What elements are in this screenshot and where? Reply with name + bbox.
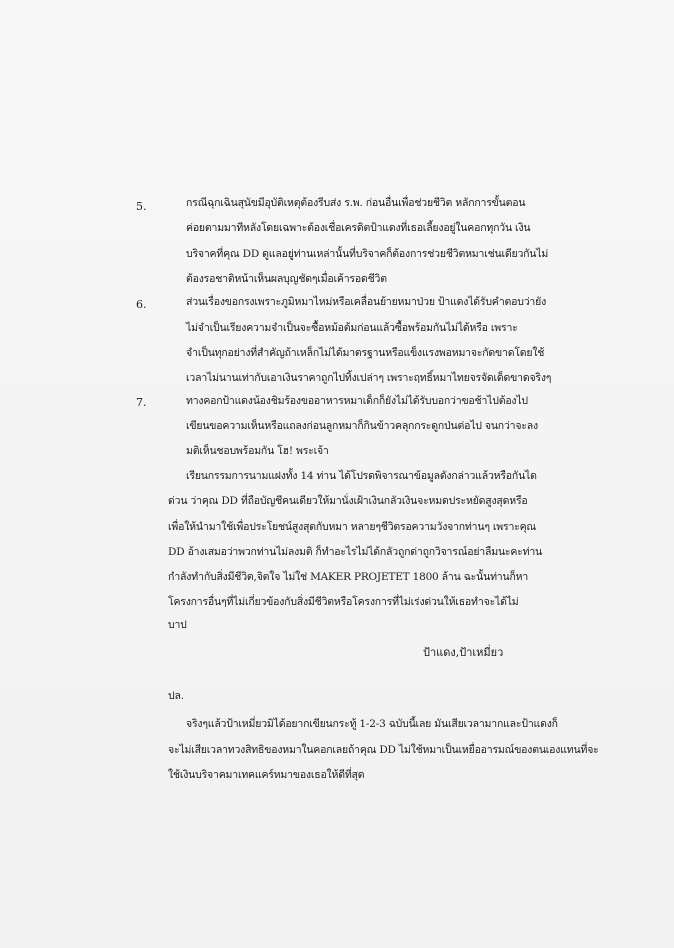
postscript-label: ปล. [168, 690, 184, 702]
item-text-line: บริจาคที่คุณ DD ดูแลอยู่ท่านเหล่านั้นที่บริจาคก็ต้องการช่วยชีวิตหมาเช่นเดียวกันไม่ [186, 248, 549, 260]
paragraph-line: ด่วน ว่าคุณ DD ที่ถือบัญชีคนเดียวให้มานั่งเฝ้าเงินกลัวเงินจะหมดประหยัดสูงสุดหรือ [168, 495, 528, 507]
paragraph-line: โครงการอื่นๆที่ไม่เกี่ยวข้องกับสิ่งมีชีวิตหรือโครงการที่ไม่เร่งด่วนให้เธอทำจะได้ไม่ [168, 596, 519, 608]
item-text-line: ไม่จำเป็นเรียงความจำเป็นจะซื้อหม้อต้มก่อนแล้วซื้อพร้อมกันไม่ได้หรือ เพราะ [186, 322, 518, 334]
item-text-line: ค่อยตามมาทีหลังโดยเฉพาะต้องเชื่อเครดิตป้าแดงที่เธอเลี้ยงอยู่ในคอกทุกวัน เงิน [186, 222, 531, 234]
paragraph-line: บาป [168, 619, 187, 631]
item-text-line: กรณีฉุกเฉินสุนัขมีอุบัติเหตุต้องรีบส่ง ร.พ. ก่อนอื่นเพื่อช่วยชีวิต หลักการขั้นตอน [186, 197, 526, 209]
postscript-line: ใช้เงินบริจาคมาเทคแคร์หมาของเธอให้ดีที่สุด [168, 769, 365, 781]
item-number: 5. [136, 200, 147, 213]
paragraph-line: เพื่อให้นำมาใช้เพื่อประโยชน์สูงสุดกับหมา หลายๆชีวิตรอความวังจากท่านๆ เพราะคุณ [168, 521, 536, 533]
postscript-line: จะไม่เสียเวลาทวงสิทธิของหมาในคอกเลยถ้าคุณ DD ไม่ใช้หมาเป็นเหยื่ออารมณ์ของตนเองแทนที่จะ [168, 744, 599, 756]
paragraph-line: DD อ้างเสมอว่าพวกท่านไม่ลงมติ ก็ทำอะไรไม่ได้กลัวถูกด่าถูกวิจารณ์อย่าลืมนะคะท่าน [168, 546, 543, 558]
postscript-line: จริงๆแล้วป้าเหมี่ยวมิได้อยากเขียนกระทู้ 1-2-3 ฉบับนี้เลย มันเสียเวลามากและป้าแดงก็ [186, 718, 558, 730]
item-text-line: เขียนขอความเห็นหรือแถลงก่อนลูกหมาก็กินข้าวคลุกกระดูกป่นต่อไป จนกว่าจะลง [186, 420, 538, 432]
item-number: 6. [136, 298, 147, 311]
paragraph-line: กำลังทำกับสิ่งมีชีวิต,จิตใจ ไม่ใช่ MAKER PROJETET 1800 ล้าน ฉะนั้นท่านก็หา [168, 571, 529, 583]
item-text-line: มติเห็นชอบพร้อมกัน โฮ! พระเจ้า [186, 445, 329, 457]
item-text-line: จำเป็นทุกอย่างที่สำคัญถ้าเหล็กไม่ได้มาตรฐานหรือแข็งแรงพอหมาจะกัดขาดโดยใช้ [186, 347, 545, 359]
item-text-line: ส่วนเรื่องขอกรงเพราะภูมิหมาไหม่หรือเคลื่อนย้ายหมาป่วย ป้าแดงได้รับคำตอบว่ายัง [186, 296, 546, 308]
item-text-line: ต้องรอชาติหน้าเห็นผลบุญชัดๆเมื่อเค้ารอดชีวิต [186, 273, 387, 285]
paragraph-line: เรียนกรรมการนามแฝงทั้ง 14 ท่าน ได้โปรดพิจารณาข้อมูลดังกล่าวแล้วหรือกันได [186, 470, 537, 482]
item-text-line: เวลาไม่นานเท่ากับเอาเงินราคาถูกไปทิ้งเปล่าๆ เพราะฤทธิ์หมาไทยจรจัดเด็ดขาดจริงๆ [186, 372, 552, 384]
signature: ป้าแดง,ป้าเหมี่ยว [423, 646, 504, 659]
item-text-line: ทางคอกป้าแดงน้องชิมร้องขออาหารหมาเด็กก็ยังไม่ได้รับบอกว่าขอช้าไปต้องไป [186, 395, 528, 407]
item-number: 7. [136, 396, 147, 409]
